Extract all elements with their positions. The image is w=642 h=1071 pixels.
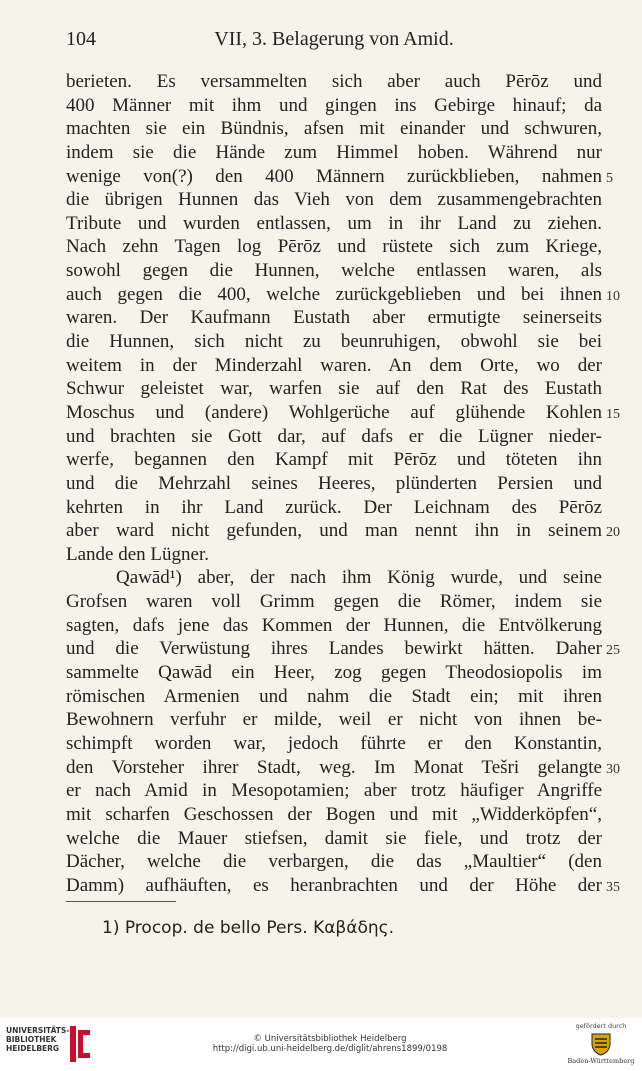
text-line [66,70,602,94]
text-line [66,874,620,898]
line-number: 15 [606,406,620,422]
copyright-text: © Universitätsbibliothek Heidelberg [253,1034,407,1044]
text-line-content: weitem in der Minderzahl waren. An dem Orte, wo der [66,354,602,376]
text-line [66,827,602,851]
sponsor-name: Baden-Württemberg [567,1057,635,1065]
sponsor-pretext: gefördert durch [575,1022,627,1030]
text-line [66,779,602,803]
text-line-content: die übrigen Hunnen das Vieh von dem zusammengebrachten [66,189,602,211]
text-line-content: römischen Armenien und nahm die Stadt ein; mit ihren [66,685,602,707]
text-line-content: berieten. Es versammelten sich aber auch Pērōz und [66,71,602,92]
text-line-content: Damm) aufhäuften, es heranbrachten und der Höhe der [66,874,602,896]
text-line [66,94,602,118]
text-line [66,519,620,543]
text-line-content: Bewohnern verfuhr er milde, weil er nicht von ihnen be- [66,709,602,731]
text-line-content: und die Mehrzahl seines Heeres, plünderten Persien und [66,472,602,494]
text-line [66,685,602,709]
text-line-content: kehrten in ihr Land zurück. Der Leichnam des Pērōz [66,496,602,518]
page-number: 104 [66,28,96,50]
text-line [66,614,602,638]
text-line-content: er nach Amid in Mesopotamien; aber trotz häufiger Angriffe [66,780,602,802]
text-line-content: Tribute und wurden entlassen, um in ihr Land zu ziehen. [66,212,602,234]
text-line [66,566,602,590]
text-line [66,117,602,141]
text-line-content: sagten, dafs jene das Kommen der Hunnen, die Entvölkerung [66,614,602,636]
text-line-content: Moschus und (andere) Wohlgerüche auf glühende Kohlen [66,401,602,423]
text-line-content: den Vorsteher ihrer Stadt, weg. Im Monat Tešri gelangte [66,756,602,778]
text-line [66,165,613,189]
text-line [66,756,620,780]
text-line [66,803,602,827]
text-line-content: machten sie ein Bündnis, afsen mit einander und schwuren, [66,118,602,140]
text-line-content: Qawād¹) aber, der nach ihm König wurde, und seine [116,567,602,589]
text-line-content: indem sie die Hände zum Himmel hoben. Während nur [66,141,602,163]
text-line-content: Grofsen waren voll Grimm gegen die Römer, indem sie [66,591,602,613]
text-line [66,212,602,236]
text-line-content: sowohl gegen die Hunnen, welche entlassen waren, als [66,260,602,282]
text-line [66,188,602,212]
text-line-content: sammelte Qawād ein Heer, zog gegen Theodosiopolis im [66,662,602,684]
text-line [66,590,602,614]
text-line [66,637,620,661]
text-line [66,850,602,874]
text-line-content: schimpft worden war, jedoch führte er den Konstantin, [66,732,602,754]
text-line [66,661,602,685]
running-head: VII, 3. Belagerung von Amid. [214,28,454,50]
text-line [66,425,602,449]
text-line [66,259,602,283]
text-line-content: auch gegen die 400, welche zurückgeblieben und bei ihnen [66,283,602,305]
digitization-footer [0,1018,642,1071]
text-line [66,401,620,425]
text-line [66,377,602,401]
source-url-link[interactable]: http://digi.ub.uni-heidelberg.de/diglit/ahrens1899/0198 [212,1044,448,1054]
text-line-content: wenige von(?) den 400 Männern zurückblieben, nahmen [66,165,602,187]
text-line-content: die Hunnen, sich nicht zu beunruhigen, obwohl sie bei [66,331,602,353]
text-line [66,235,602,259]
text-line-content: Dächer, welche die verbargen, die das „Maultier“ (den [66,851,602,873]
baden-wuerttemberg-crest-icon [588,1031,614,1057]
body-text [66,70,620,897]
text-line [66,306,602,330]
heidelberg-library-logo[interactable] [6,1024,92,1064]
text-line-content: werfe, begannen den Kampf mit Pērōz und töteten ihn [66,449,602,471]
text-line-content: welche die Mauer stiefsen, damit sie fiele, und trotz der [66,827,602,849]
text-line [66,330,602,354]
text-line-content: Nach zehn Tagen log Pērōz und rüstete sich zum Kriege, [66,236,602,258]
text-line [66,354,602,378]
text-line [66,496,602,520]
library-logo-text: UNIVERSITÄTS- BIBLIOTHEK HEIDELBERG [6,1026,70,1053]
text-line-content: waren. Der Kaufmann Eustath aber ermutigte seinerseits [66,307,602,329]
line-number: 10 [606,288,620,304]
page-header [66,28,602,58]
text-line-content: und die Verwüstung ihres Landes bewirkt hätten. Daher [66,638,602,660]
line-number: 25 [606,643,620,659]
footnote: 1) Procop. de bello Pers. Καβάδης. [102,918,395,938]
heidelberg-library-logo-icon [68,1024,92,1064]
line-number: 20 [606,525,620,541]
text-line-content: Lande den Lügner. [66,543,209,565]
text-line-content: 400 Männer mit ihm und gingen ins Gebirge hinauf; da [66,94,602,116]
line-number: 30 [606,761,620,777]
text-line [66,708,602,732]
text-line-content: aber ward nicht gefunden, und man nennt ihn in seinem [66,520,602,542]
footnote-rule [66,901,176,902]
text-line-content: Schwur geleistet war, warfen sie auf den Rat des Eustath [66,378,602,400]
text-line [66,448,602,472]
text-line [66,283,620,307]
text-line [66,732,602,756]
text-line [66,472,602,496]
text-line-content: und brachten sie Gott dar, auf dafs er die Lügner nieder- [66,425,602,447]
text-line [66,141,602,165]
line-number: 5 [606,170,613,186]
text-line-content: mit scharfen Geschossen der Bogen und mit „Widderköpfen“, [66,803,602,825]
text-line [66,543,602,567]
sponsor-block [566,1022,636,1068]
line-number: 35 [606,879,620,895]
